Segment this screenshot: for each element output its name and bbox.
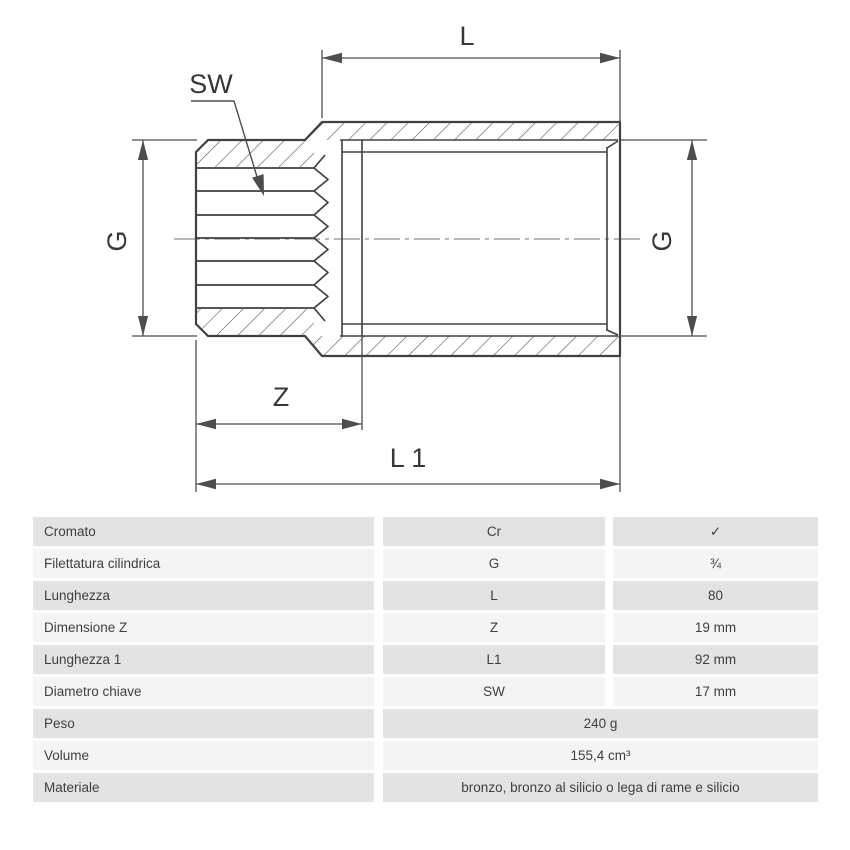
row-value: 92 mm: [613, 645, 818, 674]
row-symbol: G: [383, 549, 605, 578]
table-row: [33, 613, 818, 642]
row-label: Diametro chiave: [33, 677, 374, 706]
table-row: [33, 773, 818, 802]
row-value: 240 g: [383, 709, 818, 738]
table-row: [33, 677, 818, 706]
row-value: 155,4 cm³: [383, 741, 818, 770]
dim-label-g-left: G: [102, 230, 133, 252]
table-row: [33, 517, 818, 546]
row-label: Cromato: [33, 517, 374, 546]
table-row: [33, 581, 818, 610]
dim-label-l1: L 1: [389, 443, 427, 473]
sw-arrowhead-icon: [252, 174, 270, 198]
dim-label-l: L: [459, 21, 475, 51]
thread-profile-zigzag: [314, 155, 328, 321]
row-label: Volume: [33, 741, 374, 770]
wrench-size-label-sw: SW: [189, 69, 233, 99]
row-label: Filettatura cilindrica: [33, 549, 374, 578]
row-symbol: L: [383, 581, 605, 610]
row-value: ¾: [613, 549, 818, 578]
dim-label-z: Z: [272, 382, 290, 412]
row-value: 19 mm: [613, 613, 818, 642]
dim-label-g-right: G: [647, 230, 678, 252]
row-value: 80: [613, 581, 818, 610]
row-value: bronzo, bronzo al silicio o lega di rame e silicio: [383, 773, 818, 802]
row-value: ✓: [613, 517, 818, 546]
spec-table: [33, 517, 818, 805]
row-symbol: SW: [383, 677, 605, 706]
row-label: Lunghezza: [33, 581, 374, 610]
row-symbol: Z: [383, 613, 605, 642]
dimension-g-left: [132, 140, 197, 336]
dimension-l: [322, 50, 620, 122]
row-value: 17 mm: [613, 677, 818, 706]
table-row: [33, 709, 818, 738]
row-label: Lunghezza 1: [33, 645, 374, 674]
dimension-z: [196, 336, 362, 492]
table-row: [33, 645, 818, 674]
row-symbol: L1: [383, 645, 605, 674]
row-label: Dimensione Z: [33, 613, 374, 642]
row-symbol: Cr: [383, 517, 605, 546]
row-label: Materiale: [33, 773, 374, 802]
internal-socket-lines: [340, 140, 618, 336]
table-row: [33, 549, 818, 578]
row-label: Peso: [33, 709, 374, 738]
table-row: [33, 741, 818, 770]
